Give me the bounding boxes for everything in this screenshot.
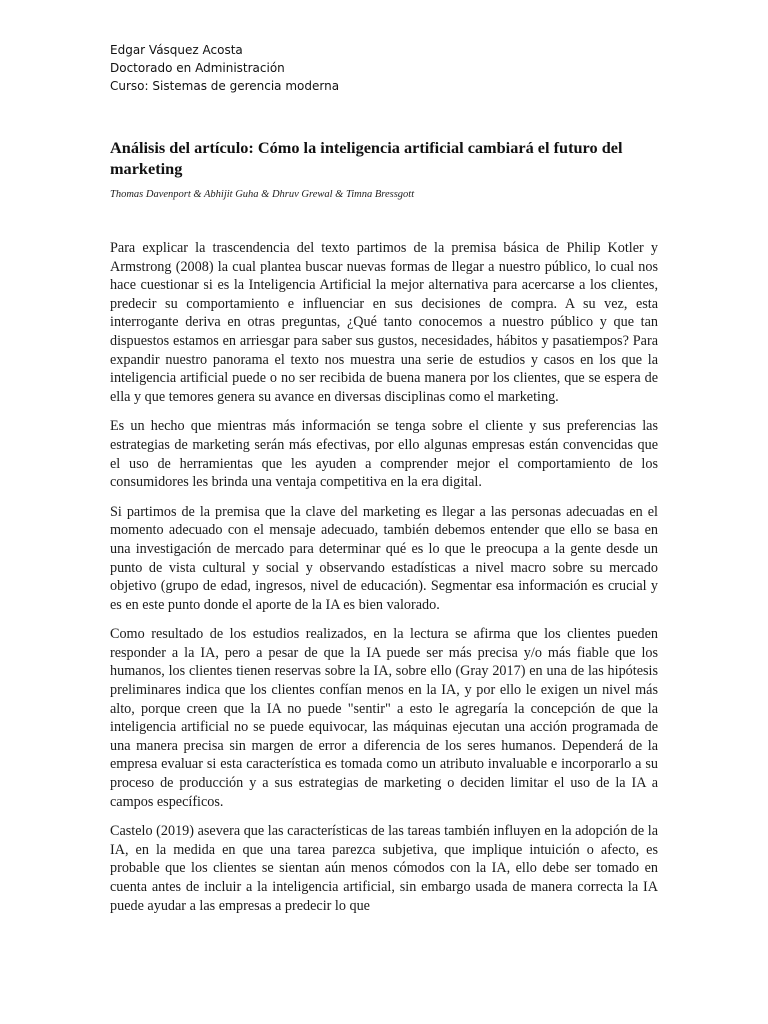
paragraph: Para explicar la trascendencia del texto partimos de la premisa básica de Philip Kotler y Armstrong (2008) la cual plantea buscar nuevas formas de llegar a nuestro público, lo cual nos hace cuestionar si es la Inteligencia Artificial la mejor alternativa para acercarse a los clientes, predecir su comportamiento e influenciar en sus decisiones de compra. A su vez, esta interrogante deriva en otras preguntas, ¿Qué tanto conocemos a nuestro público y que tan dispuestos estamos en arriesgar para saber sus gustos, necesidades, hábitos y pasatiempos? Para expandir nuestro panorama el texto nos muestra una serie de estudios y casos en los que la inteligencia artificial puede o no ser recibida de buena manera por los clientes, que se espera de ella y que temores genera su avance en diversas disciplinas como el marketing. xyxy=(110,240,658,405)
article-title: Análisis del artículo: Cómo la inteligencia artificial cambiará el futuro del marketing xyxy=(110,138,623,178)
paragraph: Castelo (2019) asevera que las características de las tareas también influyen en la adopción de la IA, en la medida en que una tarea parezca subjetiva, que implique intuición o afecto, es probable que los clientes se sientan aún menos cómodos con la IA, ello debe ser tomado en cuenta antes de incluir a la inteligencia artificial, sin embargo usada de manera correcta la IA puede ayudar a las empresas a predecir lo que xyxy=(110,823,658,914)
author-name: Edgar Vásquez Acosta xyxy=(110,43,243,57)
article-authors: Thomas Davenport & Abhijit Guha & Dhruv Grewal & Timna Bressgott xyxy=(110,189,415,200)
paragraph: Es un hecho que mientras más información se tenga sobre el cliente y sus preferencias las estrategias de marketing serán más efectivas, por ello algunas empresas están convencidas que el uso de herramientas que les ayuden a comprender mejor el comportamiento de los consumidores les brinda una ventaja competitiva en la era digital. xyxy=(110,418,658,491)
paragraph: Como resultado de los estudios realizados, en la lectura se afirma que los clientes pueden responder a la IA, pero a pesar de que la IA puede ser más precisa y/o más fiable que los humanos, los clientes tienen reservas sobre la IA, sobre ello (Gray 2017) en una de las hipótesis preliminares indica que los clientes confían menos en la IA, y por ello le exigen un nivel más alto, porque creen que la IA no puede "sentir" a esto le agregaría la concepción de que la inteligencia artificial no se puede equivocar, las máquinas ejecutan una acción programada de una manera precisa sin margen de error a diferencia de los seres humanos. Dependerá de la empresa evaluar si esta característica es tomada como un atributo invaluable e incorporarlo a su proceso de producción y a sus estrategias de marketing o deciden limitar el uso de la IA a campos específicos. xyxy=(110,626,658,810)
body-text xyxy=(110,239,658,926)
paragraph: Si partimos de la premisa que la clave del marketing es llegar a las personas adecuadas en el momento adecuado con el mensaje adecuado, también debemos entender que ello se basa en una investigación de mercado para determinar qué es lo que le preocupa a la gente desde un punto de vista cultural y social y observando estadísticas a nivel macro sobre su mercado objetivo (grupo de edad, ingresos, nivel de educación). Segmentar esa información es crucial y es en este punto donde el aporte de la IA es bien valorado. xyxy=(110,503,658,613)
course-name: Curso: Sistemas de gerencia moderna xyxy=(110,79,340,93)
program-name: Doctorado en Administración xyxy=(110,61,285,75)
document-header xyxy=(110,41,339,95)
